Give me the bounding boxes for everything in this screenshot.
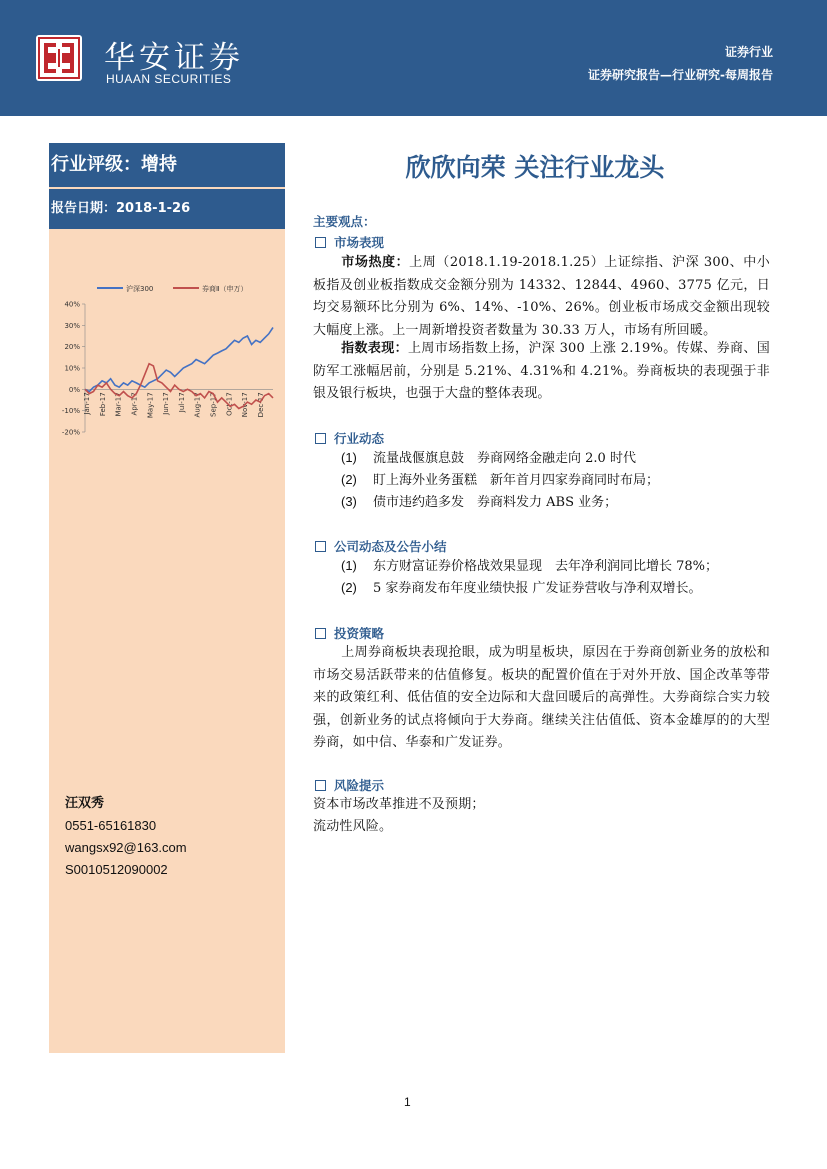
y-tick-label: 40% — [64, 300, 80, 309]
analyst-cert: S0010512090002 — [65, 862, 168, 877]
x-tick-label: Jul-17 — [177, 392, 186, 413]
logo-en: HUAAN SECURITIES — [106, 72, 232, 86]
x-tick-label: Mar-17 — [114, 392, 123, 417]
x-tick-label: Oct-17 — [225, 392, 234, 416]
y-tick-label: 10% — [64, 364, 80, 373]
risk-line: 流动性风险。 — [313, 819, 393, 834]
checkbox-icon — [315, 780, 326, 791]
series-line — [85, 328, 273, 392]
checkbox-icon — [315, 541, 326, 552]
section-risk-heading: 风险提示 — [313, 776, 384, 794]
x-tick-label: Jun-17 — [162, 392, 171, 415]
x-tick-label: Dec-17 — [257, 392, 265, 418]
checkbox-icon — [315, 433, 326, 444]
y-tick-label: 0% — [68, 385, 80, 394]
y-tick-label: 30% — [64, 321, 80, 330]
analyst-name: 汪双秀 — [65, 796, 105, 811]
header-report-type: 证券研究报告—行业研究-每周报告 — [588, 68, 773, 82]
x-tick-label: Sep-17 — [209, 392, 218, 417]
x-tick-label: Nov-17 — [241, 392, 250, 418]
section-strategy-heading: 投资策略 — [313, 624, 384, 642]
sidebar — [49, 143, 285, 1053]
section-industry-heading: 行业动态 — [313, 429, 384, 447]
list-item: (2) 5 家券商发布年度业绩快报 广发证券营收与净利双增长。 — [341, 580, 702, 596]
checkbox-icon — [315, 237, 326, 248]
key-points-heading: 主要观点： — [313, 214, 376, 229]
industry-rating: 行业评级：增持 — [49, 143, 285, 187]
x-tick-label: Aug-17 — [193, 392, 202, 418]
strategy-paragraph: 上周券商板块表现抢眼，成为明星板块，原因在于券商创新业务的放松和市场交易活跃带来的估值修复。板块的配置价值在于对外开放、国企改革等带来的政策红利、低估值的安全边际和大盘回暖后的高弹性。大券商综合实力较强，创新业务的试点将倾向于大券商。继续关注估值低、资本金雄厚的的大型券商，如中信、华泰和广发证券。 — [313, 645, 770, 750]
analyst-email[interactable]: wangsx92@163.com — [65, 840, 187, 855]
report-header — [0, 0, 827, 116]
y-tick-label: -20% — [61, 428, 80, 437]
x-tick-label: Feb-17 — [98, 392, 107, 417]
legend-label: 沪深300 — [126, 285, 154, 293]
section-market-heading: 市场表现 — [313, 233, 384, 251]
page-number: 1 — [404, 1095, 411, 1109]
x-tick-label: Jan-17 — [83, 392, 91, 415]
legend-label: 券商Ⅱ（申万） — [202, 285, 248, 293]
x-tick-label: May-17 — [146, 392, 155, 419]
performance-chart — [55, 276, 279, 441]
huaan-logo-icon — [36, 35, 82, 81]
index-performance-paragraph: 指数表现：上周市场指数上扬，沪深 300 上涨 2.19%。传媒、券商、国防军工涨幅居前，分别是 5.21%、4.31%和 4.21%。券商板块的表现强于非银及银行板块，也强于大盘的整体表现。 — [313, 341, 770, 401]
list-item: (1) 东方财富证券价格战效果显现 去年净利润同比增长 78%； — [341, 558, 719, 574]
x-tick-label: Apr-17 — [130, 392, 139, 416]
analyst-info — [65, 793, 187, 881]
y-tick-label: 20% — [64, 343, 80, 352]
report-date: 报告日期：2018-1-26 — [49, 189, 285, 229]
checkbox-icon — [315, 628, 326, 639]
y-tick-label: -10% — [61, 407, 80, 416]
list-item: (3) 债市违约趋多发 券商料发力 ABS 业务； — [341, 494, 618, 510]
list-item: (1) 流量战偃旗息鼓 券商网络金融走向 2.0 时代 — [341, 450, 636, 466]
report-title: 欣欣向荣 关注行业龙头 — [405, 153, 665, 182]
market-heat-paragraph: 市场热度：上周（2018.1.19-2018.1.25）上证综指、沪深 300、中小板指及创业板指数成交金额分别为 14332、12844、4960、3775 亿元，日均交易额环比分别为 6%、14%、-10%、26%。创业板市场成交金额出现较大幅度上涨。上一周新增投资者数量为 30.33 万人，市场有所回暖。 — [313, 255, 770, 338]
header-category: 证券行业 — [724, 45, 773, 59]
list-item: (2) 盯上海外业务蛋糕 新年首月四家券商同时布局； — [341, 472, 660, 488]
analyst-phone: 0551-65161830 — [65, 818, 157, 833]
section-company-heading: 公司动态及公告小结 — [313, 537, 447, 555]
logo-cn: 华安证券 — [104, 40, 244, 76]
risk-line: 资本市场改革推进不及预期； — [313, 797, 485, 812]
